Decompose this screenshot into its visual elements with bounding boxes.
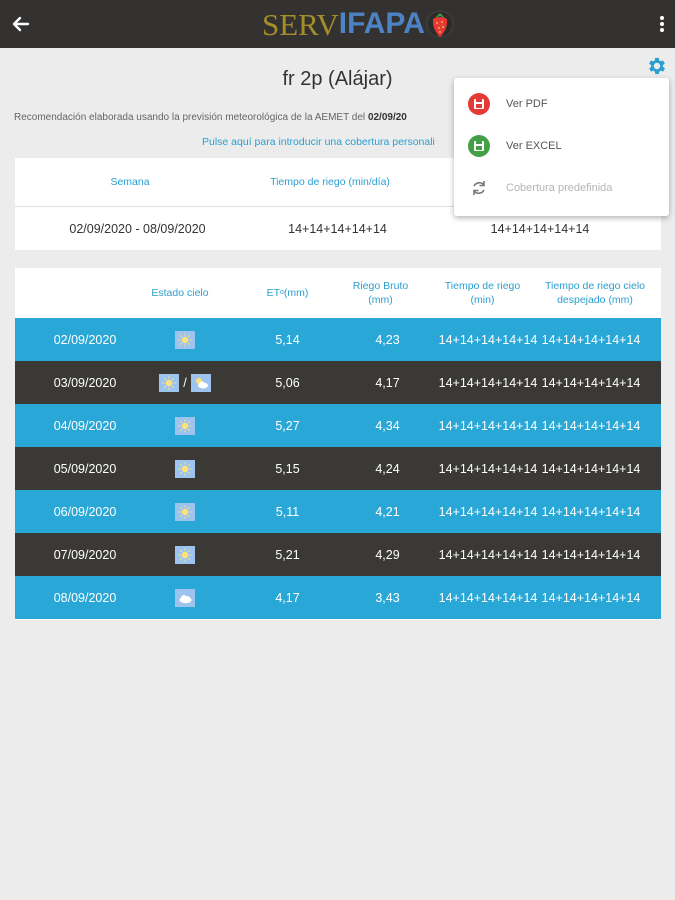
- sun-icon: [175, 417, 195, 435]
- summary-time-2: 14+14+14+14+14: [490, 222, 590, 236]
- options-menu: [454, 78, 669, 216]
- row-tiempo-despejado: 14+14+14+14+14: [541, 547, 641, 562]
- row-et: 5,27: [275, 418, 300, 433]
- row-tiempo-riego: 14+14+14+14+14: [438, 547, 538, 562]
- summary-week: 02/09/2020 - 08/09/2020: [69, 222, 206, 236]
- row-et: 5,11: [275, 504, 300, 519]
- menu-item-label: Ver EXCEL: [506, 140, 562, 152]
- header-tiempo-despejado: Tiempo de riego cielo despejado (mm): [545, 279, 645, 306]
- row-sky-state: [140, 361, 230, 404]
- logo-text-serv: SERV: [262, 6, 339, 42]
- row-date: 04/09/2020: [53, 418, 117, 433]
- menu-item-label: Ver PDF: [506, 98, 548, 110]
- header-et-label: ET: [266, 286, 280, 299]
- page-title: fr 2p (Alájar): [282, 68, 393, 90]
- app-bar: [0, 0, 675, 48]
- forecast-info-text: Recomendación elaborada usando la previsión meteorológica de la AEMET del: [14, 112, 366, 123]
- row-et: 5,06: [275, 375, 300, 390]
- sun-icon: [175, 503, 195, 521]
- row-sky-state: [140, 490, 230, 533]
- row-date: 05/09/2020: [53, 461, 117, 476]
- header-et-sub: o: [280, 289, 284, 297]
- table-row: [15, 490, 661, 533]
- row-riego-bruto: 4,21: [375, 504, 400, 519]
- row-sky-state: [140, 533, 230, 576]
- row-riego-bruto: 4,17: [375, 375, 400, 390]
- row-et: 4,17: [275, 590, 300, 605]
- row-riego-bruto: 4,29: [375, 547, 400, 562]
- row-tiempo-despejado: 14+14+14+14+14: [541, 590, 641, 605]
- pdf-save-icon: [468, 93, 490, 115]
- row-riego-bruto: 4,23: [375, 332, 400, 347]
- custom-cover-link[interactable]: Pulse aquí para introducir una cobertura personali: [202, 136, 435, 148]
- row-sky-state: [140, 318, 230, 361]
- row-sky-state: [140, 404, 230, 447]
- arrow-back-icon: [6, 9, 36, 39]
- row-riego-bruto: 4,34: [375, 418, 400, 433]
- table-row: [15, 447, 661, 490]
- row-sky-state: [140, 576, 230, 619]
- table-row: [15, 533, 661, 576]
- row-tiempo-riego: 14+14+14+14+14: [438, 461, 538, 476]
- table-row: [15, 318, 661, 361]
- row-tiempo-despejado: 14+14+14+14+14: [541, 504, 641, 519]
- row-sky-state: [140, 447, 230, 490]
- table-row: [15, 576, 661, 619]
- sun-icon: [159, 374, 179, 392]
- row-tiempo-riego: 14+14+14+14+14: [438, 375, 538, 390]
- header-tiempo-riego: Tiempo de riego (min): [444, 279, 521, 306]
- forecast-info: [14, 112, 407, 123]
- row-tiempo-despejado: 14+14+14+14+14: [541, 461, 641, 476]
- row-tiempo-riego: 14+14+14+14+14: [438, 590, 538, 605]
- row-tiempo-despejado: 14+14+14+14+14: [541, 375, 641, 390]
- header-estado-cielo: Estado cielo: [151, 286, 209, 299]
- sky-separator: /: [183, 375, 187, 390]
- summary-time-1: 14+14+14+14+14: [288, 222, 387, 236]
- row-date: 07/09/2020: [53, 547, 117, 562]
- row-tiempo-riego: 14+14+14+14+14: [438, 332, 538, 347]
- strawberry-icon: [426, 7, 454, 41]
- sun-icon: [175, 546, 195, 564]
- row-tiempo-riego: 14+14+14+14+14: [438, 418, 538, 433]
- table-row: [15, 361, 661, 404]
- row-tiempo-riego: 14+14+14+14+14: [438, 504, 538, 519]
- sun-cloud-icon: [191, 374, 211, 392]
- row-riego-bruto: 3,43: [375, 590, 400, 605]
- sun-icon: [175, 460, 195, 478]
- back-button[interactable]: [6, 9, 36, 39]
- excel-save-icon: [468, 135, 490, 157]
- row-date: 02/09/2020: [53, 332, 117, 347]
- forecast-info-date: 02/09/20: [367, 112, 407, 123]
- sun-icon: [175, 331, 195, 349]
- row-tiempo-despejado: 14+14+14+14+14: [541, 418, 641, 433]
- row-et: 5,21: [275, 547, 300, 562]
- row-riego-bruto: 4,24: [375, 461, 400, 476]
- gear-icon: [646, 55, 668, 77]
- logo-text-ifapa: IFAPA: [338, 7, 425, 40]
- row-et: 5,15: [275, 461, 300, 476]
- summary-header-week: Semana: [110, 176, 150, 188]
- row-date: 03/09/2020: [53, 375, 117, 390]
- row-tiempo-despejado: 14+14+14+14+14: [541, 332, 641, 347]
- refresh-icon: [468, 177, 490, 199]
- overflow-menu-button[interactable]: [655, 12, 669, 36]
- row-date: 08/09/2020: [53, 590, 117, 605]
- cloud-icon: [175, 589, 195, 607]
- header-et-unit: (mm): [283, 286, 309, 299]
- header-et: [250, 268, 325, 318]
- settings-button[interactable]: [646, 55, 668, 77]
- more-vert-icon: [655, 12, 669, 36]
- menu-item-ver-pdf[interactable]: [454, 83, 669, 125]
- menu-item-ver-excel[interactable]: [454, 125, 669, 167]
- menu-item-label: Cobertura predefinida: [506, 182, 613, 194]
- servifapa-logo: [262, 5, 454, 43]
- row-et: 5,14: [275, 332, 300, 347]
- menu-item-cobertura-predefinida[interactable]: [454, 167, 669, 209]
- row-date: 06/09/2020: [53, 504, 117, 519]
- summary-header-time: Tiempo de riego (min/día): [270, 176, 390, 188]
- table-row: [15, 404, 661, 447]
- header-riego-bruto: Riego Bruto (mm): [352, 279, 409, 306]
- daily-table: [15, 268, 661, 620]
